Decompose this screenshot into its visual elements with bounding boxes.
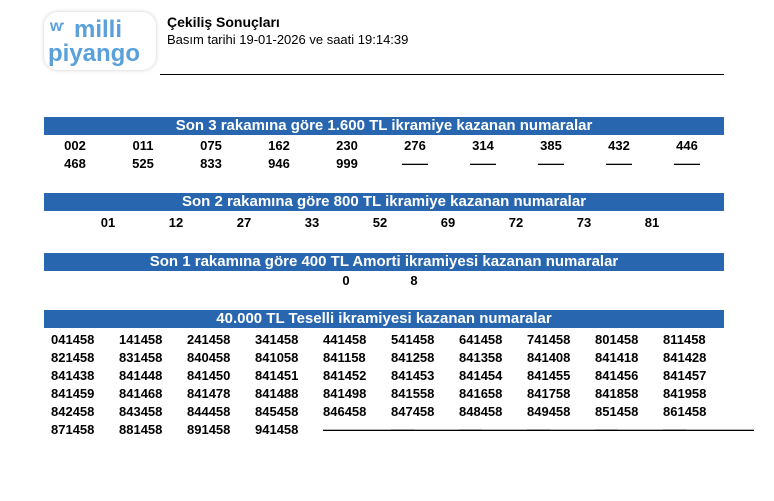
winning-number: 741458 bbox=[527, 332, 571, 347]
winning-number: 841468 bbox=[119, 386, 163, 401]
winning-number: 881458 bbox=[119, 422, 163, 437]
number-row bbox=[51, 386, 731, 401]
winning-number: 52 bbox=[372, 215, 388, 230]
winning-number: 241458 bbox=[187, 332, 231, 347]
winning-number: 385 bbox=[540, 138, 562, 153]
number-row bbox=[51, 404, 731, 419]
winning-number: 841455 bbox=[527, 368, 571, 383]
winning-number: 841456 bbox=[595, 368, 639, 383]
winning-number: 840458 bbox=[187, 350, 231, 365]
winning-number: —— bbox=[538, 156, 564, 171]
section-header: Son 1 rakamına göre 400 TL Amorti ikramiyesi kazanan numaralar bbox=[44, 253, 724, 271]
winning-number: 81 bbox=[644, 215, 660, 230]
winning-number: 0 bbox=[342, 273, 350, 288]
winning-number: 849458 bbox=[527, 404, 571, 419]
winning-number: 845458 bbox=[255, 404, 299, 419]
logo-text-piyango: piyango bbox=[48, 40, 141, 67]
winning-number: 821458 bbox=[51, 350, 95, 365]
winning-number: 941458 bbox=[255, 422, 299, 437]
winning-number: 162 bbox=[268, 138, 290, 153]
winning-number: 999 bbox=[336, 156, 358, 171]
winning-number: 01 bbox=[100, 215, 116, 230]
winning-number: 871458 bbox=[51, 422, 95, 437]
winning-number: 848458 bbox=[459, 404, 503, 419]
winning-number: 841428 bbox=[663, 350, 707, 365]
winning-number: 851458 bbox=[595, 404, 639, 419]
number-row bbox=[312, 273, 774, 288]
winning-number: 12 bbox=[168, 215, 184, 230]
winning-number: ——————— bbox=[391, 422, 482, 437]
milli-piyango-logo bbox=[44, 12, 156, 70]
winning-number: 841498 bbox=[323, 386, 367, 401]
winning-number: 075 bbox=[200, 138, 222, 153]
winning-number: 841451 bbox=[255, 368, 299, 383]
winning-number: 841452 bbox=[323, 368, 367, 383]
winning-number: 432 bbox=[608, 138, 630, 153]
section-header: 40.000 TL Teselli ikramiyesi kazanan numaralar bbox=[44, 310, 724, 328]
winning-number: 276 bbox=[404, 138, 426, 153]
winning-number: —— bbox=[674, 156, 700, 171]
winning-number: 641458 bbox=[459, 332, 503, 347]
winning-number: 844458 bbox=[187, 404, 231, 419]
number-row bbox=[51, 350, 731, 365]
winning-number: 841448 bbox=[119, 368, 163, 383]
winning-number: —— bbox=[606, 156, 632, 171]
winning-number: 841454 bbox=[459, 368, 503, 383]
winning-number: 841438 bbox=[51, 368, 95, 383]
winning-number: 841488 bbox=[255, 386, 299, 401]
bird-icon: ⱳ bbox=[50, 18, 64, 35]
winning-number: 541458 bbox=[391, 332, 435, 347]
number-row bbox=[41, 156, 721, 171]
winning-number: 841459 bbox=[51, 386, 95, 401]
winning-number: 27 bbox=[236, 215, 252, 230]
winning-number: 441458 bbox=[323, 332, 367, 347]
winning-number: 72 bbox=[508, 215, 524, 230]
winning-number: 841858 bbox=[595, 386, 639, 401]
winning-number: ——————— bbox=[527, 422, 618, 437]
winning-number: ——————— bbox=[323, 422, 414, 437]
page-title: Çekiliş Sonuçları bbox=[167, 14, 280, 30]
winning-number: 525 bbox=[132, 156, 154, 171]
winning-number: 861458 bbox=[663, 404, 707, 419]
winning-number: 841358 bbox=[459, 350, 503, 365]
number-row bbox=[74, 215, 754, 230]
divider bbox=[160, 74, 724, 75]
winning-number: 73 bbox=[576, 215, 592, 230]
winning-number: 011 bbox=[132, 138, 154, 153]
section-header: Son 2 rakamına göre 800 TL ikramiye kazanan numaralar bbox=[44, 193, 724, 211]
winning-number: 002 bbox=[64, 138, 86, 153]
winning-number: 841418 bbox=[595, 350, 639, 365]
winning-number: 842458 bbox=[51, 404, 95, 419]
winning-number: 841058 bbox=[255, 350, 299, 365]
winning-number: 801458 bbox=[595, 332, 639, 347]
winning-number: 831458 bbox=[119, 350, 163, 365]
winning-number: 841658 bbox=[459, 386, 503, 401]
winning-number: 946 bbox=[268, 156, 290, 171]
winning-number: 833 bbox=[200, 156, 222, 171]
winning-number: ——————— bbox=[459, 422, 550, 437]
winning-number: ——————— bbox=[595, 422, 686, 437]
winning-number: 846458 bbox=[323, 404, 367, 419]
winning-number: 841453 bbox=[391, 368, 435, 383]
winning-number: 841558 bbox=[391, 386, 435, 401]
winning-number: —— bbox=[402, 156, 428, 171]
number-row bbox=[41, 138, 721, 153]
winning-number: 841958 bbox=[663, 386, 707, 401]
winning-number: ——————— bbox=[663, 422, 754, 437]
winning-number: 841408 bbox=[527, 350, 571, 365]
number-row bbox=[51, 332, 731, 347]
winning-number: 843458 bbox=[119, 404, 163, 419]
winning-number: 841258 bbox=[391, 350, 435, 365]
number-row bbox=[51, 368, 731, 383]
winning-number: 841758 bbox=[527, 386, 571, 401]
winning-number: 891458 bbox=[187, 422, 231, 437]
winning-number: 314 bbox=[472, 138, 494, 153]
winning-number: 841158 bbox=[323, 350, 366, 365]
winning-number: 841478 bbox=[187, 386, 231, 401]
winning-number: 33 bbox=[304, 215, 320, 230]
winning-number: 8 bbox=[410, 273, 418, 288]
logo-text-milli: milli bbox=[74, 16, 123, 43]
print-date: Basım tarihi 19-01-2026 ve saati 19:14:39 bbox=[167, 32, 409, 47]
winning-number: 841457 bbox=[663, 368, 707, 383]
winning-number: —— bbox=[470, 156, 496, 171]
winning-number: 69 bbox=[440, 215, 456, 230]
winning-number: 811458 bbox=[663, 332, 706, 347]
winning-number: 141458 bbox=[119, 332, 163, 347]
winning-number: 041458 bbox=[51, 332, 95, 347]
number-row bbox=[51, 422, 754, 437]
winning-number: 847458 bbox=[391, 404, 435, 419]
winning-number: 841450 bbox=[187, 368, 231, 383]
winning-number: 446 bbox=[676, 138, 698, 153]
winning-number: 341458 bbox=[255, 332, 299, 347]
section-header: Son 3 rakamına göre 1.600 TL ikramiye kazanan numaralar bbox=[44, 117, 724, 135]
winning-number: 468 bbox=[64, 156, 86, 171]
winning-number: 230 bbox=[336, 138, 358, 153]
